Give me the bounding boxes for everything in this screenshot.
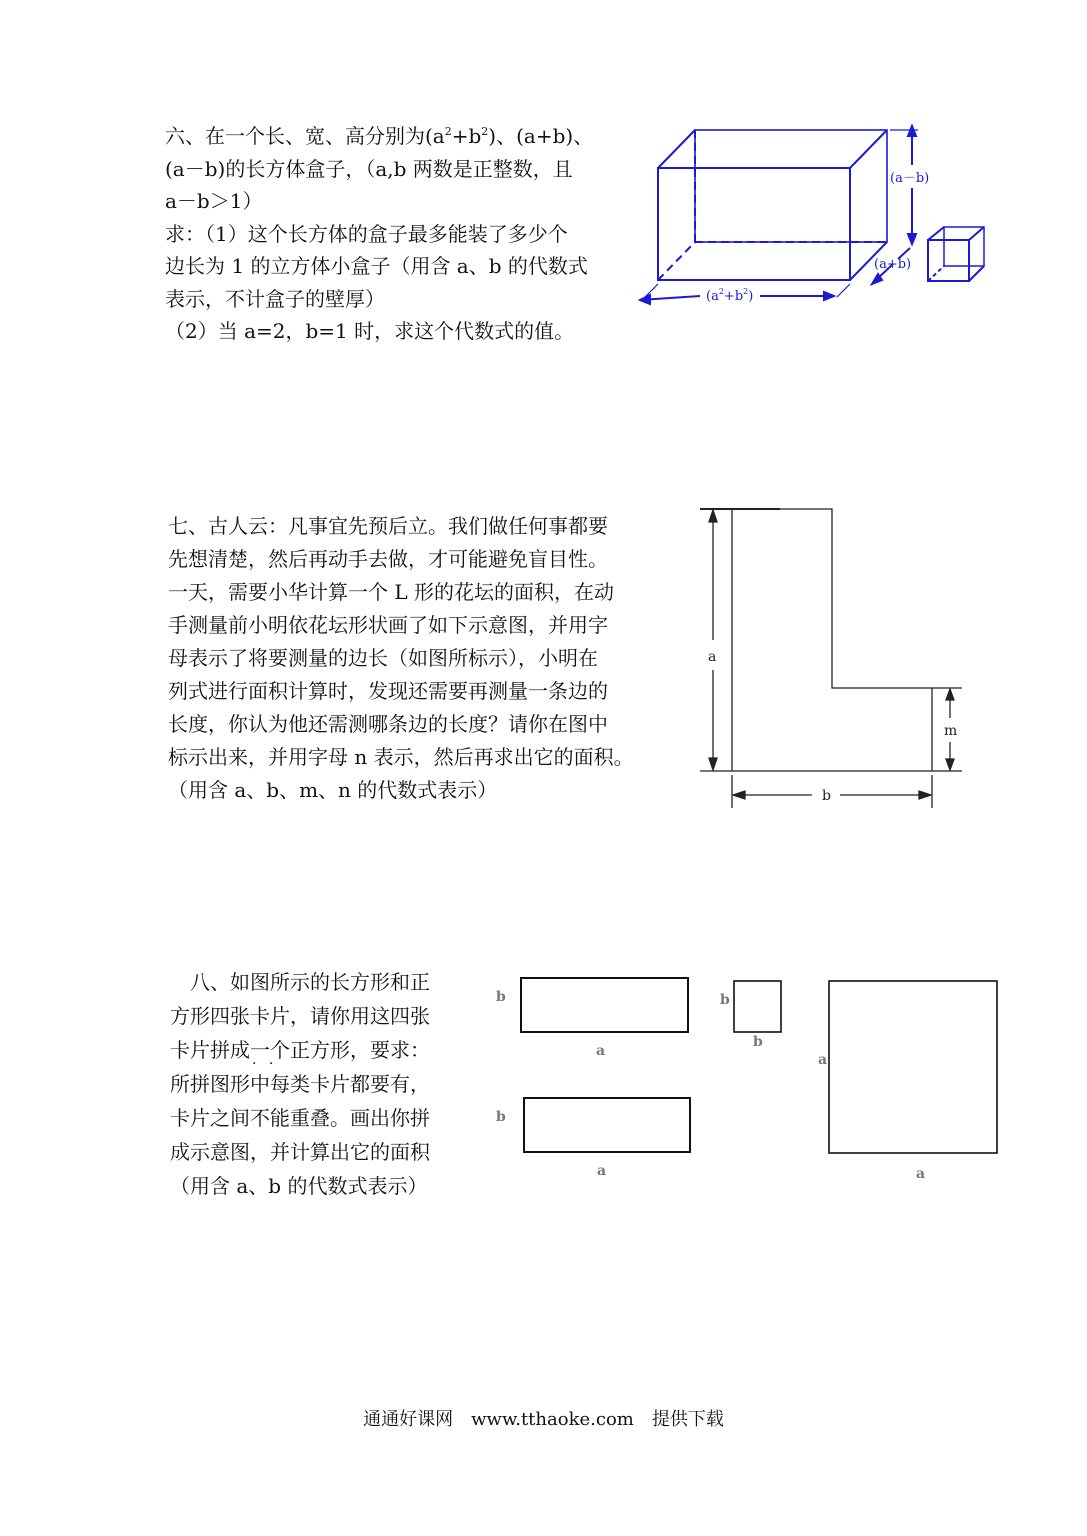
cuboid-width-label: (a+b) [874, 257, 912, 272]
q6-line6: 表示，不计盒子的壁厚） [165, 286, 385, 311]
q8-line1: 八、如图所示的长方形和正 [170, 970, 430, 994]
q8-line3: 卡片拼成一个 · ·正方形，要求： [170, 1033, 430, 1067]
card-small-square [734, 981, 781, 1032]
page-footer: 通通好课网 www.tthaoke.com 提供下载 [363, 1409, 724, 1430]
emphasis-text: 一个 · · [250, 1033, 290, 1067]
q7-line4: 手测量前小明依花坛形状画了如下示意图，并用字 [168, 613, 608, 637]
rect2-bottom-label: a [597, 1163, 607, 1179]
q7-line7: 长度，你认为他还需测哪条边的长度？请你在图中 [168, 712, 608, 736]
cuboid-height-label: (a－b) [890, 171, 930, 186]
q7-line5: 母表示了将要测量的边长（如图所标示），小明在 [168, 646, 598, 670]
big-side-label: a [818, 1052, 828, 1068]
q7-line3: 一天，需要小华计算一个 L 形的花坛的面积，在动 [168, 580, 614, 604]
small-side-label: b [720, 992, 730, 1008]
q7-line6: 列式进行面积计算时，发现还需要再测量一条边的 [168, 679, 608, 703]
q7-line8: 标示出来，并用字母 n 表示，然后再求出它的面积。 [168, 745, 634, 769]
q8-line4: 所拼图形中每类卡片都要有， [170, 1072, 430, 1096]
rect1-side-label: b [496, 989, 506, 1005]
q6-line7: （2）当 a=2，b=1 时，求这个代数式的值。 [165, 319, 575, 343]
q7-line1: 七、古人云：凡事宜先预后立。我们做任何事都要 [168, 514, 608, 538]
q8-line6: 成示意图，并计算出它的面积 [170, 1140, 430, 1164]
card-big-square [829, 981, 997, 1153]
q7-line2: 先想清楚，然后再动手去做，才可能避免盲目性。 [168, 547, 608, 571]
l-shape-a-label: a [708, 649, 717, 665]
q8-line2: 方形四张卡片，请你用这四张 [170, 1004, 430, 1028]
q6-line3: a－b＞1） [165, 189, 263, 213]
q6-line5: 边长为 1 的立方体小盒子（用含 a、b 的代数式 [165, 254, 588, 278]
l-shape-m-label: m [944, 723, 958, 739]
card-rect-2 [524, 1098, 690, 1152]
rect1-bottom-label: a [596, 1043, 606, 1059]
rect2-side-label: b [496, 1109, 506, 1125]
q7-line9: （用含 a、b、m、n 的代数式表示） [168, 778, 498, 802]
q6-line1: 六、在一个长、宽、高分别为$(a^2+b^2)$、(a+b)、 [165, 124, 594, 148]
q6-line4: 求：（1）这个长方体的盒子最多能装了多少个 [165, 221, 568, 246]
q8-line5: 卡片之间不能重叠。画出你拼 [170, 1106, 430, 1130]
small-bottom-label: b [753, 1034, 763, 1050]
q8-line7: （用含 a、b 的代数式表示） [170, 1174, 428, 1198]
big-bottom-label: a [916, 1166, 926, 1182]
q6-line2: (a－b)的长方体盒子，（a,b 两数是正整数，且 [165, 156, 573, 181]
cuboid-length-label: $(a^2+b^2)$ [706, 287, 754, 304]
l-shape-b-label: b [822, 788, 831, 804]
card-rect-1 [521, 978, 688, 1032]
